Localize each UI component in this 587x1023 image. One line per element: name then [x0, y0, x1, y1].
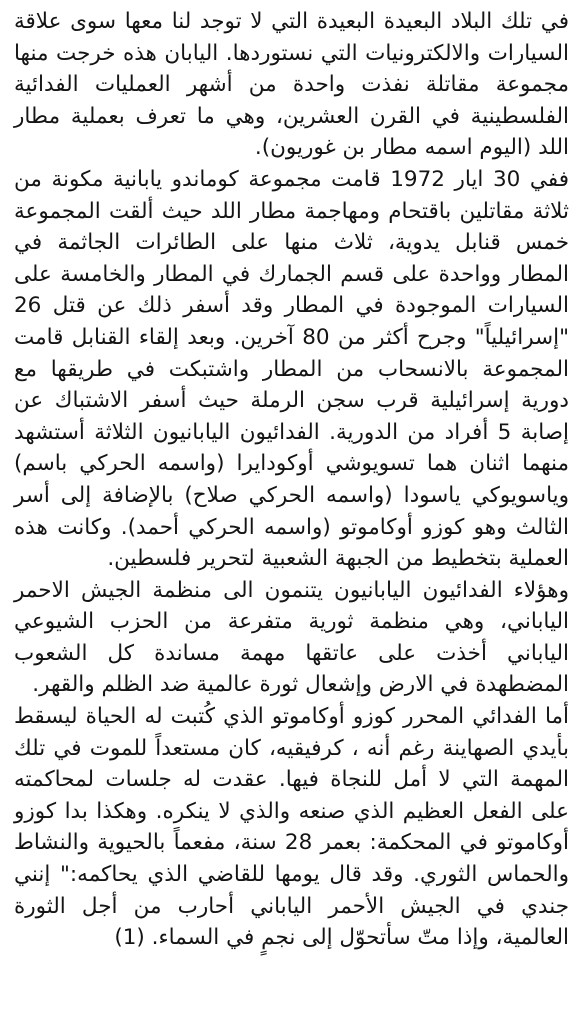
paragraph-red-army: وهؤلاء الفدائيون اليابانيون يتنمون الى منظمة الجيش الاحمر الياباني، وهي منظمة ثورية متفرعة من الحزب الشيوعي الياباني أخذت على عاتقها مهمة مساندة كل الشعوب المضطهدة في الارض وإشعال ثورة عالمية ضد الظلم والقهر.	[14, 577, 569, 698]
paragraph-operation: ففي 30 ايار 1972 قامت مجموعة كوماندو يابانية مكونة من ثلاثة مقاتلين باقتحام ومهاجمة مطار اللد حيث ألقت المجموعة خمس قنابل يدوية، ثلاث منها على الطائرات الجاثمة في المطار وواحدة على قسم الجمارك في المطار والخامسة على السيارات الموجودة في المطار وقد أسفر ذلك عن قتل 26 "إسرائيلياً" وجرح أكثر من 80 آخرين. وبعد إلقاء القنابل قامت المجموعة بالانسحاب من المطار واشتبكت في طريقها مع دورية إسرائيلية قرب سجن الرملة حيث أسفر الاشتباك عن إصابة 5 أفراد من الدورية. الفدائيون اليابانيون الثلاثة أستشهد منهما اثنان هما تسويوشي أوكودايرا (واسمه الحركي باسم) وياسويوكي ياسودا (واسمه الحركي صلاح) بالإضافة إلى أسر الثالث وهو كوزو أوكاموتو (واسمه الحركي أحمد). وكانت هذه العملية بتخطيط من الجبهة الشعبية لتحرير فلسطين.	[14, 166, 569, 572]
paragraph-okamoto: أما الفدائي المحرر كوزو أوكاموتو الذي كُتبت له الحياة ليسقط بأيدي الصهاينة رغم أنه ، كرفيقيه، كان مستعداً للموت في تلك المهمة التي لا أمل للنجاة فيها. عقدت له جلسات لمحاكمته على الفعل العظيم الذي صنعه والذي لا ينكره. وهكذا بدا كوزو أوكاموتو في المحكمة: بعمر 28 سنة، مفعماً بالحيوية والنشاط والحماس الثوري. وقد قال يومها للقاضي الذي يحاكمه:" إنني جندي في الجيش الأحمر الياباني أحارب من أجل الثورة العالمية، وإذا متّ سأتحوّل إلى نجمٍ في السماء. (1)	[14, 704, 569, 951]
article-body	[14, 6, 569, 954]
paragraph-intro: في تلك البلاد البعيدة البعيدة التي لا توجد لنا معها سوى علاقة السيارات والالكترونيات التي نستوردها. اليابان هذه خرجت منها مجموعة مقاتلة نفذت واحدة من أشهر العمليات الفدائية الفلسطينية في القرن العشرين، وهي ما تعرف بعملية مطار اللد (اليوم اسمه مطار بن غوريون).	[14, 9, 569, 161]
